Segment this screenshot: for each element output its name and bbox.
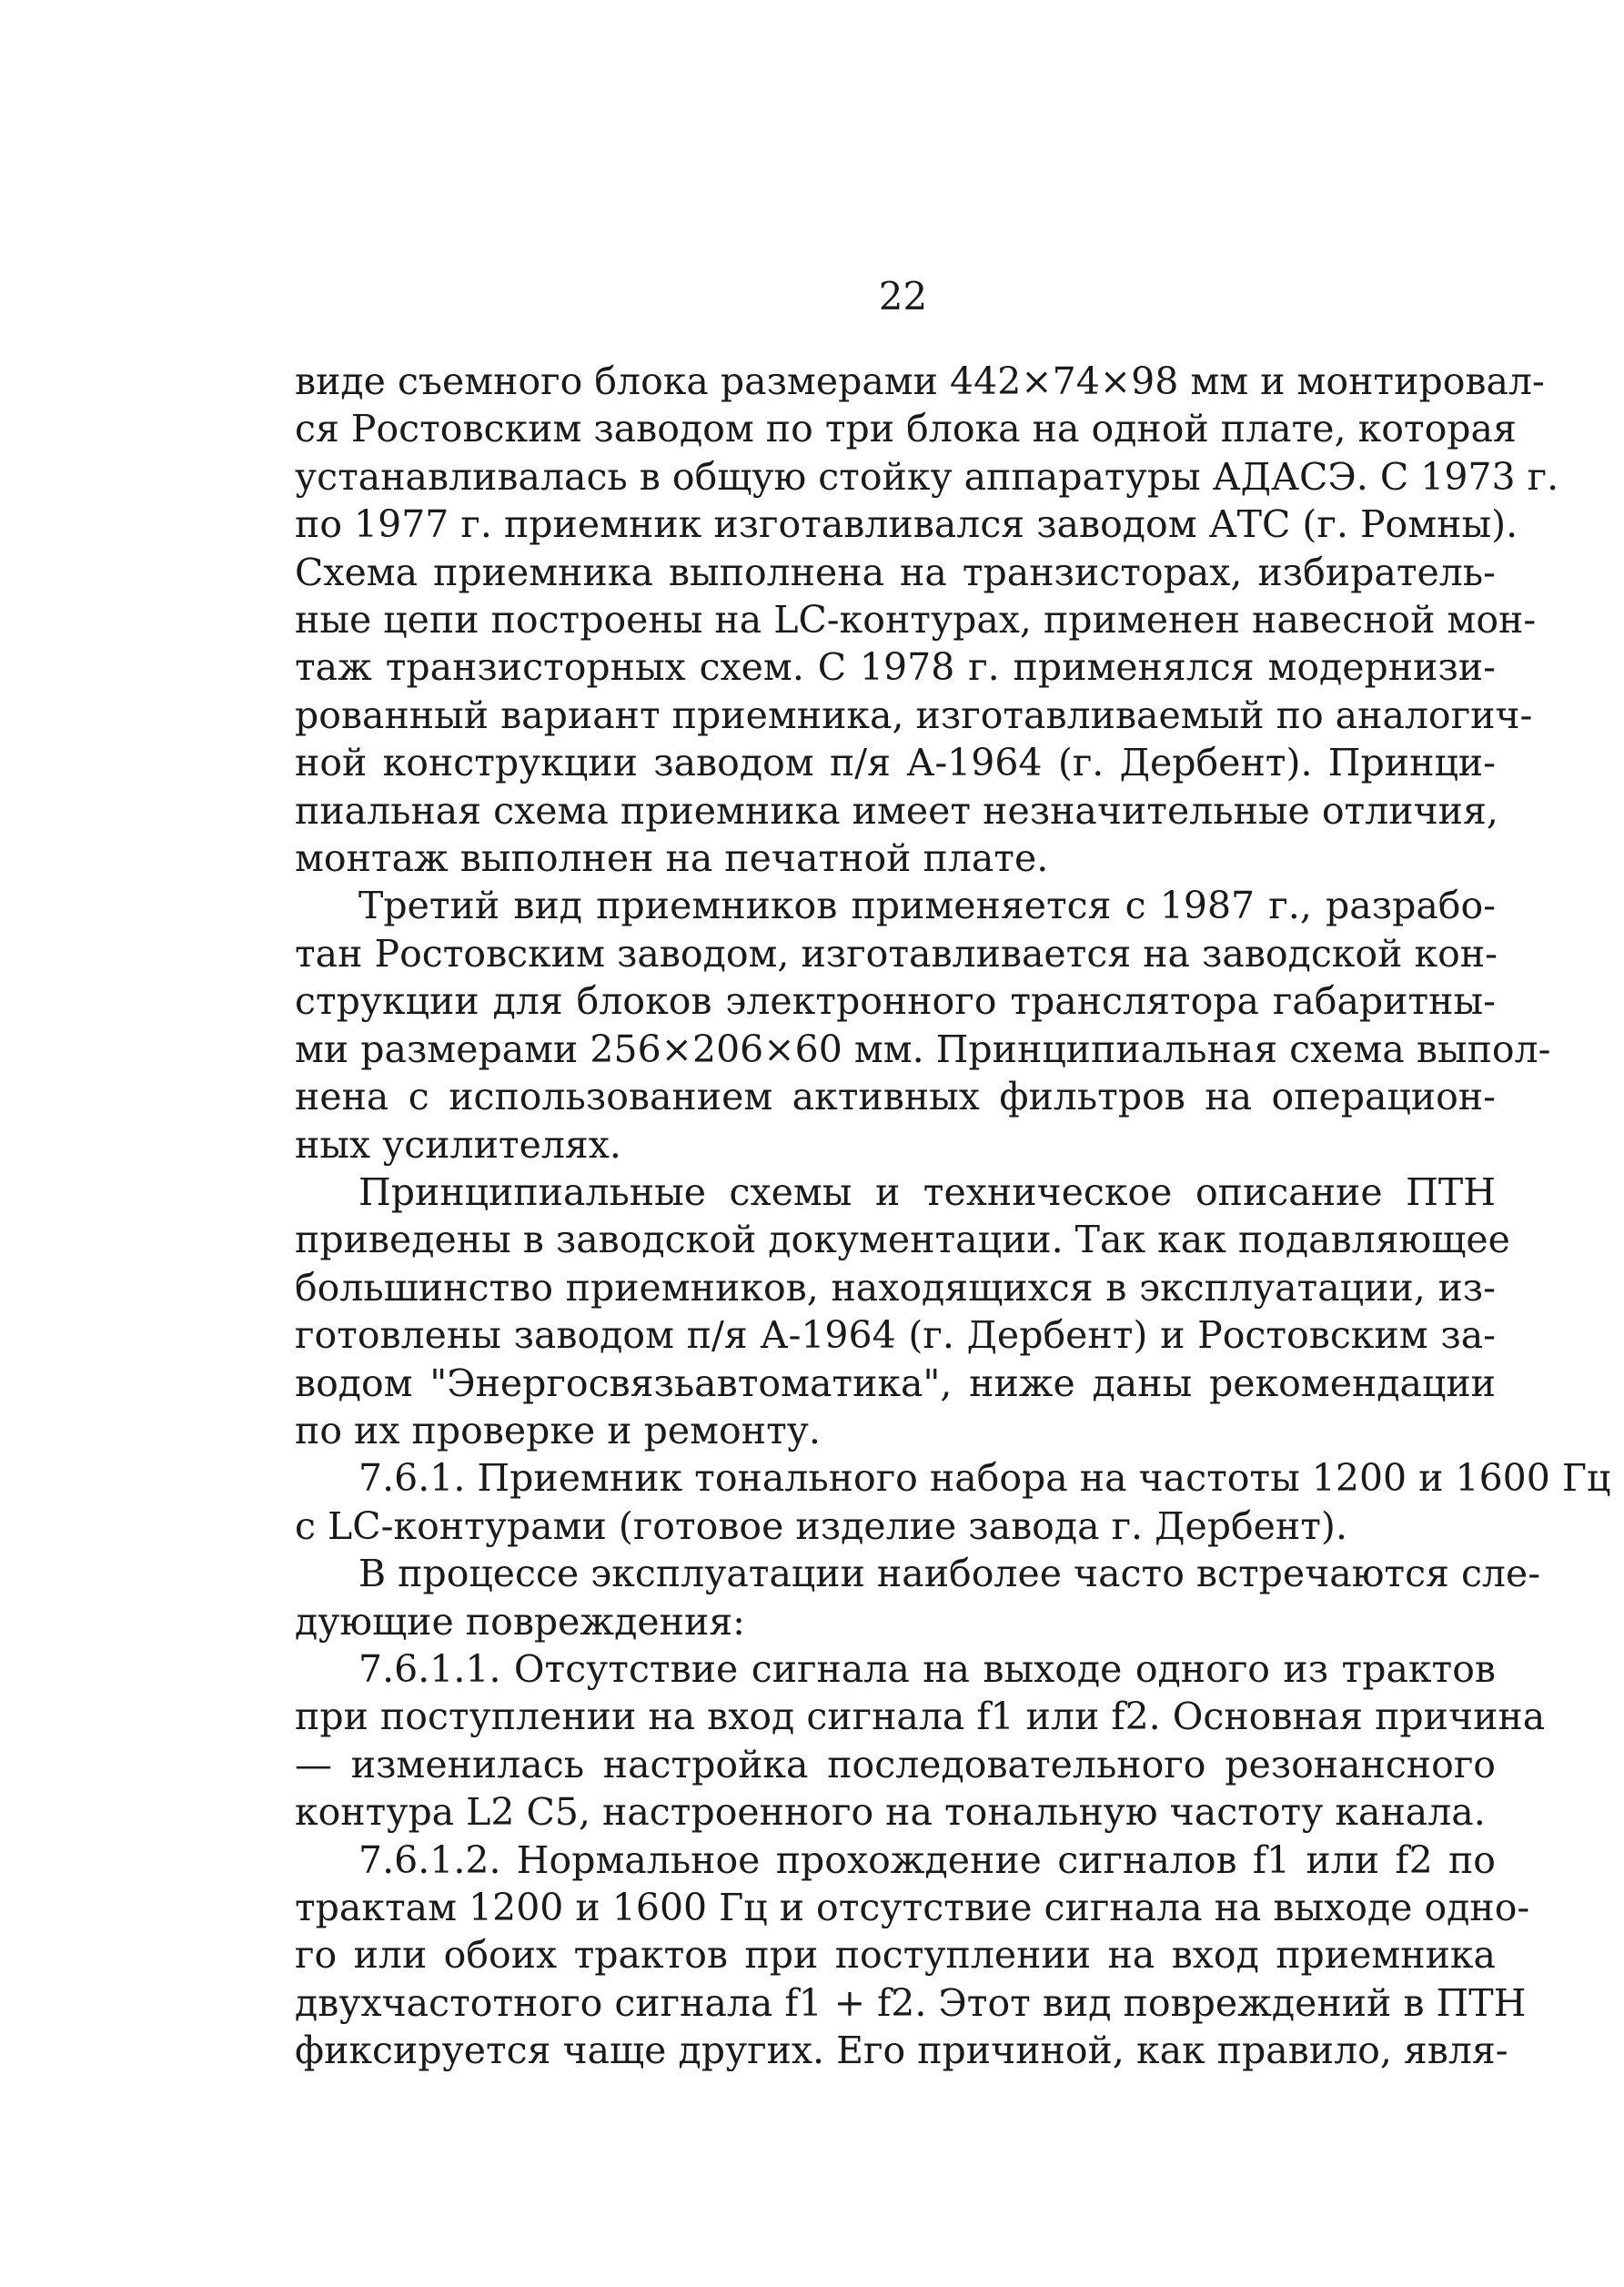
text-line: 7.6.1.2. Нормальное прохождение сигналов f1 или f2 по [358, 1837, 1496, 1882]
text-line: Принципиальные схемы и техническое описание ПТН [358, 1169, 1496, 1214]
text-line: с LC-контурами (готовое изделие завода г. Дербент). [295, 1503, 1347, 1548]
body-text [295, 358, 1611, 2075]
text-line: водом "Энергосвязьавтоматика", ниже даны рекомендации [295, 1361, 1496, 1405]
text-line: Схема приемника выполнена на транзисторах, избиратель- [295, 550, 1496, 594]
text-line: ных усилителях. [295, 1122, 621, 1167]
text-line: устанавливалась в общую стойку аппаратуры АДАСЭ. С 1973 г. [295, 454, 1559, 499]
text-line: большинство приемников, находящихся в эксплуатации, из- [295, 1265, 1496, 1310]
text-line: готовлены заводом п/я А-1964 (г. Дербент) и Ростовским за- [295, 1313, 1496, 1358]
text-line: контура L2 С5, настроенного на тональную частоту канала. [295, 1790, 1486, 1835]
text-line: монтаж выполнен на печатной плате. [295, 836, 1049, 881]
text-line: рованный вариант приемника, изготавливаемый по аналогич- [295, 693, 1533, 737]
text-line: тан Ростовским заводом, изготавливается на заводской кон- [295, 931, 1498, 976]
text-line: таж транзисторных схем. С 1978 г. применялся модернизи- [295, 645, 1496, 690]
text-line: нена с использованием активных фильтров на операцион- [295, 1075, 1496, 1119]
text-line: по 1977 г. приемник изготавливался заводом АТС (г. Ромны). [295, 502, 1518, 547]
text-line: дующие повреждения: [295, 1599, 745, 1644]
text-line: В процессе эксплуатации наиболее часто встречаются сле- [358, 1552, 1541, 1596]
text-line: фиксируется чаще других. Его причиной, как правило, явля- [295, 2029, 1508, 2073]
text-line: Третий вид приемников применяется с 1987 г., разрабо- [358, 884, 1496, 928]
text-line: трактам 1200 и 1600 Гц и отсутствие сигнала на выходе одно- [295, 1886, 1530, 1929]
text-line: приведены в заводской документации. Так как подавляющее [295, 1218, 1510, 1262]
text-line: струкции для блоков электронного транслятора габаритны- [295, 979, 1496, 1024]
text-line: двухчастотного сигнала f1 + f2. Этот вид повреждений в ПТН [295, 1980, 1527, 2025]
text-line: ные цепи построены на LC-контурах, применен навесной мон- [295, 598, 1537, 643]
text-line: го или обоих трактов при поступлении на вход приемника [295, 1933, 1496, 1978]
text-line: ной конструкции заводом п/я А-1964 (г. Дербент). Принци- [295, 741, 1496, 785]
page-number: 22 [878, 274, 928, 319]
text-line: 7.6.1.1. Отсутствие сигнала на выходе одного из трактов [358, 1646, 1496, 1691]
text-line: при поступлении на вход сигнала f1 или f2. Основная причина [295, 1695, 1546, 1739]
text-line: по их проверке и ремонту. [295, 1408, 821, 1452]
text-line: виде съемного блока размерами 442×74×98 мм и монтировал- [295, 359, 1545, 403]
text-line: — изменилась настройка последовательного резонансного [295, 1742, 1496, 1786]
text-line: пиальная схема приемника имеет незначительные отличия, [295, 788, 1498, 833]
text-line: ми размерами 256×206×60 мм. Принципиальная схема выпол- [295, 1027, 1551, 1071]
text-line: 7.6.1. Приемник тонального набора на частоты 1200 и 1600 Гц [358, 1456, 1611, 1501]
text-line: ся Ростовским заводом по три блока на одной плате, которая [295, 407, 1517, 451]
